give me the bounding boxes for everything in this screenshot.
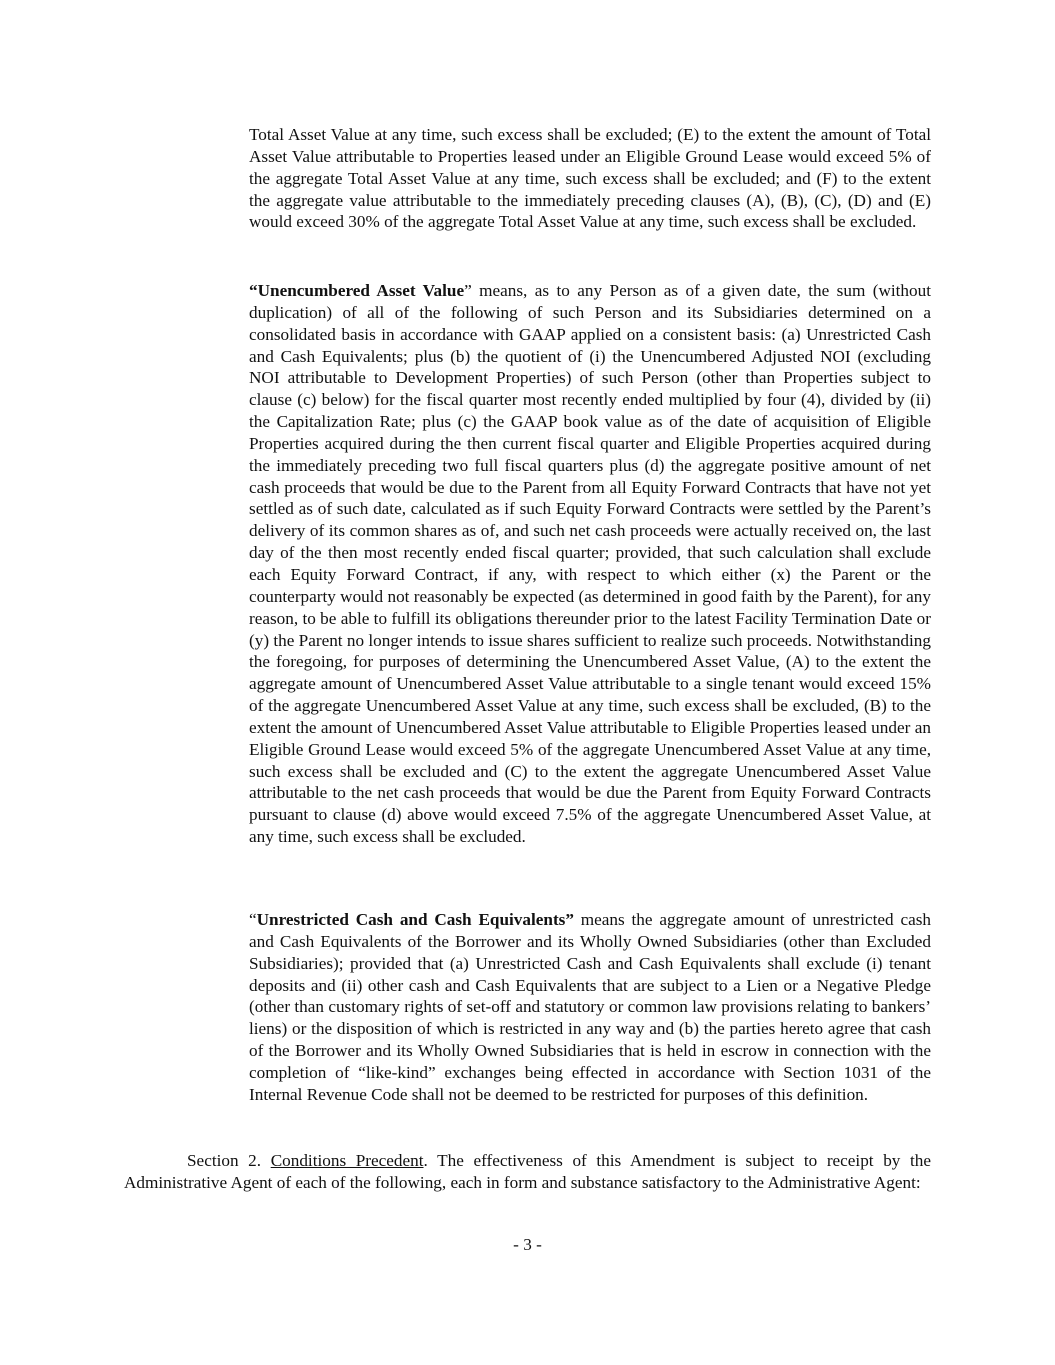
section-text: . The effectiveness of this Amendment is subject to receipt by the Administrative Agent of each of the following, each in form and substance satisfactory to the Administrative Agent: — [124, 1151, 931, 1192]
page-number: - 3 - — [513, 1235, 542, 1254]
definition-unencumbered-asset-value — [249, 280, 931, 848]
paragraph-total-asset-value-continuation — [249, 124, 931, 233]
section-number: Section 2. — [187, 1151, 271, 1170]
section-2-conditions-precedent — [124, 1150, 931, 1194]
definition-text: ” means, as to any Person as of a given date, the sum (without duplication) of all of the following of such Person and its Subsidiaries determined on a consolidated basis in accordance with GAAP applied on a consistent basis: (a) Unrestricted Cash and Cash Equivalents; plus (b) the quotient of (i) the Unencumbered Adjusted NOI (excluding NOI attributable to Development Properties) of such Person (other than Properties subject to clause (c) below) for the fiscal quarter most recently ended multiplied by four (4), divided by (ii) the Capitalization Rate; plus (c) the GAAP book value as of the date of acquisition of Eligible Properties acquired during the then current fiscal quarter and Eligible Properties acquired during the immediately preceding two full fiscal quarters plus (d) the aggregate positive amount of net cash proceeds that would be due to the Parent from all Equity Forward Contracts that have not yet settled as of such date, calculated as if such Equity Forward Contracts were settled by the Parent’s delivery of its common shares as of, and such net cash proceeds were actually received on, the last day of the then most recently ended fiscal quarter; provided, that such calculation shall exclude each Equity Forward Contract, if any, with respect to which either (x) the Parent or the counterparty would not reasonably be expected (as determined in good faith by the Parent), for any reason, to be able to fulfill its obligations thereunder prior to the latest Facility Termination Date or (y) the Parent no longer intends to issue shares sufficient to realize such proceeds. Notwithstanding the foregoing, for purposes of determining the Unencumbered Asset Value, (A) to the extent the aggregate amount of Unencumbered Asset Value attributable to a single tenant would exceed 15% of the aggregate Unencumbered Asset Value at any time, such excess shall be excluded, (B) to the extent the amount of Unencumbered Asset Value attributable to Eligible Properties leased under an Eligible Ground Lease would exceed 5% of the aggregate Unencumbered Asset Value at any time, such excess shall be excluded and (C) to the extent the aggregate Unencumbered Asset Value attributable to the net cash proceeds that would be due the Parent from Equity Forward Contracts pursuant to clause (d) above would exceed 7.5% of the aggregate Unencumbered Asset Value, at any time, such excess shall be excluded. — [249, 281, 931, 847]
defined-term: “Unencumbered Asset Value — [249, 281, 465, 300]
paragraph-text: Total Asset Value at any time, such excess shall be excluded; (E) to the extent the amount of Total Asset Value attributable to Properties leased under an Eligible Ground Lease would exceed 5% of the aggregate Total Asset Value at any time, such excess shall be excluded; and (F) to the extent the aggregate value attributable to the immediately preceding clauses (A), (B), (C), (D) and (E) would exceed 30% of the aggregate Total Asset Value at any time, such excess shall be excluded. — [249, 125, 931, 232]
open-quote: “ — [249, 910, 257, 929]
section-heading: Conditions Precedent — [270, 1151, 424, 1170]
defined-term: Unrestricted Cash and Cash Equivalents” — [256, 910, 574, 929]
definition-text: means the aggregate amount of unrestricted cash and Cash Equivalents of the Borrower and its Wholly Owned Subsidiaries (other than Excluded Subsidiaries); provided that (a) Unrestricted Cash and Cash Equivalents shall exclude (i) tenant deposits and (ii) other cash and Cash Equivalents that are subject to a Lien or a Negative Pledge (other than customary rights of set-off and statutory or common law provisions relating to bankers’ liens) or the disposition of which is restricted in any way and (b) the parties hereto agree that cash of the Borrower and its Wholly Owned Subsidiaries that is held in escrow in connection with the completion of “like-kind” exchanges being effected in accordance with Section 1031 of the Internal Revenue Code shall not be deemed to be restricted for purposes of this definition. — [249, 910, 931, 1104]
definition-unrestricted-cash — [249, 909, 931, 1106]
